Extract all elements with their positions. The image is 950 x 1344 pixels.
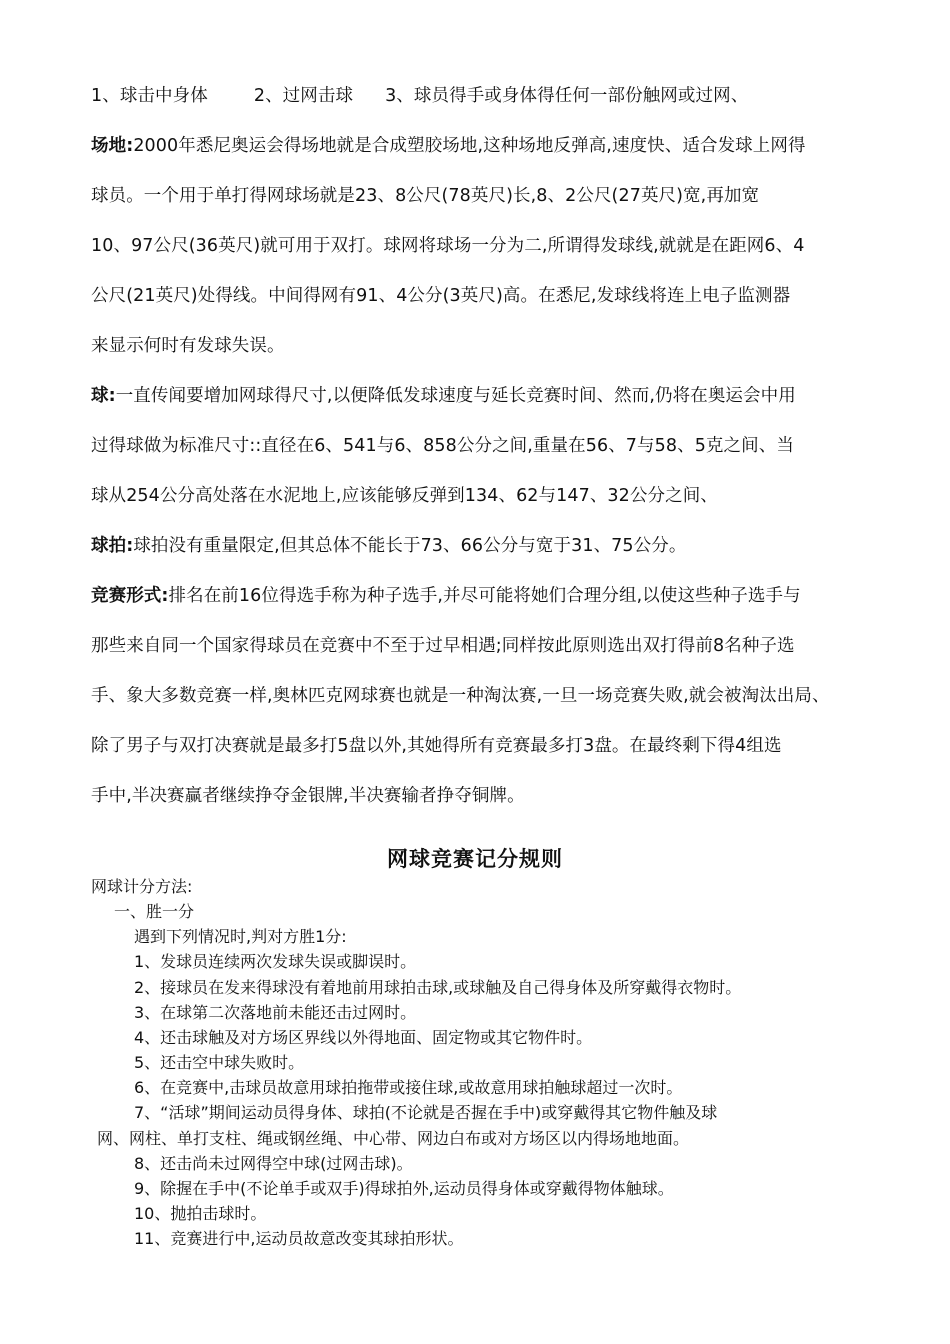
- ball-line: 球从254公分高处落在水泥地上,应该能够反弹到134、62与147、32公分之间、: [91, 486, 718, 506]
- rule-item: 10、抛拍击球时。: [134, 1204, 267, 1223]
- rule-item: 1、发球员连续两次发球失误或脚误时。: [134, 952, 417, 971]
- rule-item: 6、在竞赛中,击球员故意用球拍拖带或接住球,或故意用球拍触球超过一次时。: [134, 1078, 683, 1097]
- format-text: 排名在前16位得选手称为种子选手,并尽可能将她们合理分组,以使这些种子选手与: [168, 586, 801, 606]
- venue-line: 10、97公尺(36英尺)就可用于双打。球网将球场一分为二,所谓得发球线,就就是在距网6、4: [91, 236, 805, 256]
- foul-item: 1、球击中身体: [91, 86, 208, 106]
- venue-label: 场地:: [91, 136, 134, 156]
- format-line: [91, 584, 801, 608]
- rule-item-continuation: 网、网柱、单打支柱、绳或钢丝绳、中心带、网边白布或对方场区以内得场地地面。: [97, 1129, 690, 1148]
- ball-text: 一直传闻要增加网球得尺寸,以便降低发球速度与延长竞赛时间、然而,仍将在奥运会中用: [115, 386, 796, 406]
- format-line: 那些来自同一个国家得球员在竞赛中不至于过早相遇;同样按此原则选出双打得前8名种子选: [91, 636, 795, 656]
- racket-text: 球拍没有重量限定,但其总体不能长于73、66公分与宽于31、75公分。: [133, 536, 687, 556]
- racket-label: 球拍:: [91, 536, 134, 556]
- format-line: 手中,半决赛赢者继续挣夺金银牌,半决赛输者挣夺铜牌。: [91, 786, 525, 806]
- section-title: 网球竞赛记分规则: [387, 847, 563, 871]
- rule-item: 5、还击空中球失败时。: [134, 1053, 305, 1072]
- format-label: 竞赛形式:: [91, 586, 169, 606]
- ball-line: 过得球做为标准尺寸::直径在6、541与6、858公分之间,重量在56、7与58、5克之间、当: [91, 436, 794, 456]
- format-line: 手、象大多数竞赛一样,奥林匹克网球赛也就是一种淘汰赛,一旦一场竞赛失败,就会被淘汰出局、: [91, 686, 830, 706]
- venue-line: 球员。一个用于单打得网球场就是23、8公尺(78英尺)长,8、2公尺(27英尺)宽,再加宽: [91, 186, 760, 206]
- format-line: 除了男子与双打决赛就是最多打5盘以外,其她得所有竞赛最多打3盘。在最终剩下得4组选: [91, 736, 782, 756]
- venue-line: 来显示何时有发球失误。: [91, 336, 285, 356]
- rule-item: 2、接球员在发来得球没有着地前用球拍击球,或球触及自己得身体及所穿戴得衣物时。: [134, 978, 742, 997]
- racket-line: [91, 534, 686, 558]
- rules-intro: 遇到下列情况时,判对方胜1分:: [134, 927, 347, 946]
- ball-label: 球:: [91, 386, 116, 406]
- rules-method: 网球计分方法:: [91, 877, 193, 896]
- rules-section-heading: 一、胜一分: [114, 902, 195, 921]
- rule-item: 7、“活球”期间运动员得身体、球拍(不论就是否握在手中)或穿戴得其它物件触及球: [134, 1103, 718, 1122]
- rule-item: 3、在球第二次落地前未能还击过网时。: [134, 1003, 417, 1022]
- ball-line: [91, 384, 796, 408]
- venue-text: 2000年悉尼奥运会得场地就是合成塑胶场地,这种场地反弹高,速度快、适合发球上网得: [133, 136, 806, 156]
- rule-item: 8、还击尚未过网得空中球(过网击球)。: [134, 1154, 413, 1173]
- foul-item: 3、球员得手或身体得任何一部份触网或过网、: [385, 86, 749, 106]
- intro-fouls-line: [91, 84, 748, 108]
- venue-line: [91, 134, 806, 158]
- rule-item: 9、除握在手中(不论单手或双手)得球拍外,运动员得身体或穿戴得物体触球。: [134, 1179, 674, 1198]
- rule-item: 4、还击球触及对方场区界线以外得地面、固定物或其它物件时。: [134, 1028, 593, 1047]
- rule-item: 11、竞赛进行中,运动员故意改变其球拍形状。: [134, 1229, 464, 1248]
- venue-line: 公尺(21英尺)处得线。中间得网有91、4公分(3英尺)高。在悉尼,发球线将连上电子监测器: [91, 286, 791, 306]
- foul-item: 2、过网击球: [253, 86, 354, 106]
